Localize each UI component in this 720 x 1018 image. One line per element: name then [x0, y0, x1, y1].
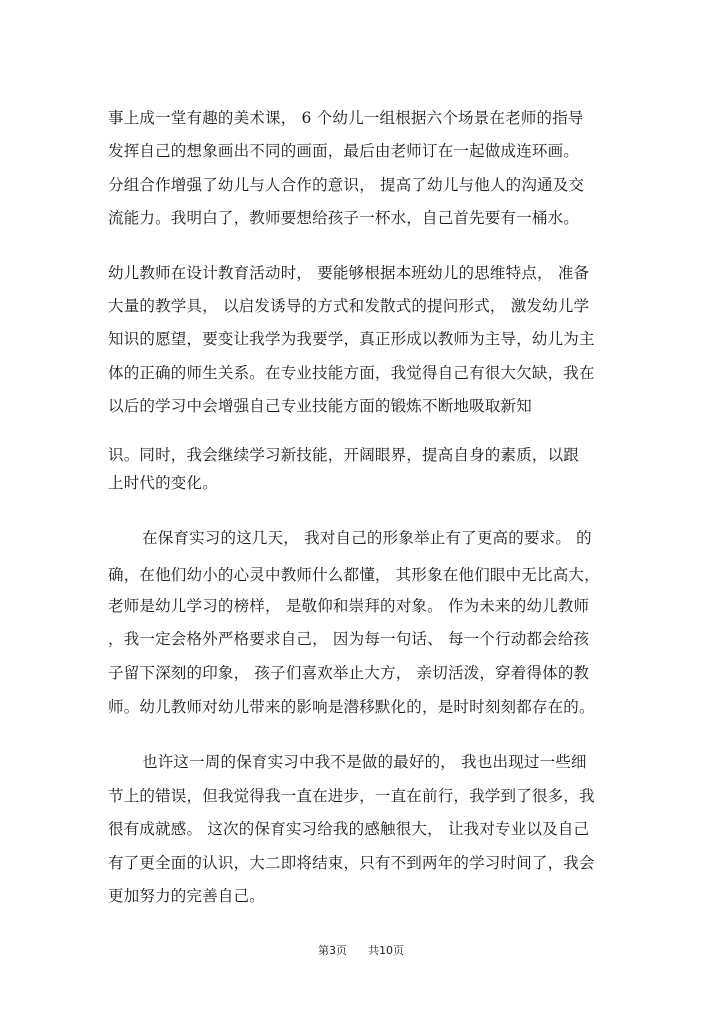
text-line: 上时代的变化。: [108, 474, 218, 492]
text-line: 节上的错误，但我觉得我一直在进步，一直在前行，我学到了很多，我: [108, 787, 595, 805]
text-line: 确，在他们幼小的心灵中教师什么都懂， 其形象在他们眼中无比高大，: [108, 566, 600, 584]
text-line: 子留下深刻的印象， 孩子们喜欢举止大方， 亲切活泼，穿着得体的教: [108, 664, 590, 682]
text-line: 以后的学习中会增强自己专业技能方面的锻炼不断地吸取新知: [108, 397, 532, 415]
text-line: 在保育实习的这几天， 我对自己的形象举止有了更高的要求。 的: [142, 529, 592, 547]
text-line: 大量的教学具， 以启发诱导的方式和发散式的提问形式， 激发幼儿学: [108, 297, 590, 315]
page-number: 第3页: [318, 944, 347, 957]
text-line: 很有成就感。 这次的保育实习给我的感触很大， 让我对专业以及自己: [108, 820, 590, 838]
text-line: 幼儿教师在设计教育活动时， 要能够根据本班幼儿的思维特点， 准备: [108, 264, 590, 282]
text-line: 识。同时，我会继续学习新技能，开阔眼界，提高自身的素质，以跟: [108, 446, 580, 464]
text-line: 有了更全面的认识，大二即将结束，只有不到两年的学习时间了，我会: [108, 854, 595, 872]
text-line: 也许这一周的保育实习中我不是做的最好的， 我也出现过一些细: [142, 753, 587, 771]
text-line: 知识的愿望，要变让我学为我要学，真正形成以教师为主导，幼儿为主: [108, 330, 595, 348]
page-total: 共10页: [368, 944, 404, 957]
text-line: 体的正确的师生关系。在专业技能方面，我觉得自己有很大欠缺，我在: [108, 364, 595, 382]
text-line: 事上成一堂有趣的美术课， 6 个幼儿一组根据六个场景在老师的指导: [108, 109, 584, 127]
text-line: 分组合作增强了幼儿与人合作的意识， 提高了幼儿与他人的沟通及交: [108, 176, 585, 194]
text-line: 老师是幼儿学习的榜样， 是敬仰和崇拜的对象。 作为未来的幼儿教师: [108, 597, 590, 615]
text-line: 流能力。我明白了，教师要想给孩子一杯水，自己首先要有一桶水。: [108, 209, 580, 227]
text-line: ，我一定会格外严格要求自己， 因为每一句话、 每一个行动都会给孩: [108, 630, 590, 648]
text-line: 发挥自己的想象画出不同的画面，最后由老师订在一起做成连环画。: [108, 142, 580, 160]
text-line: 师。幼儿教师对幼儿带来的影响是潜移默化的，是时时刻刻都存在的。: [108, 698, 595, 716]
text-line: 更加努力的完善自己。: [108, 887, 266, 905]
